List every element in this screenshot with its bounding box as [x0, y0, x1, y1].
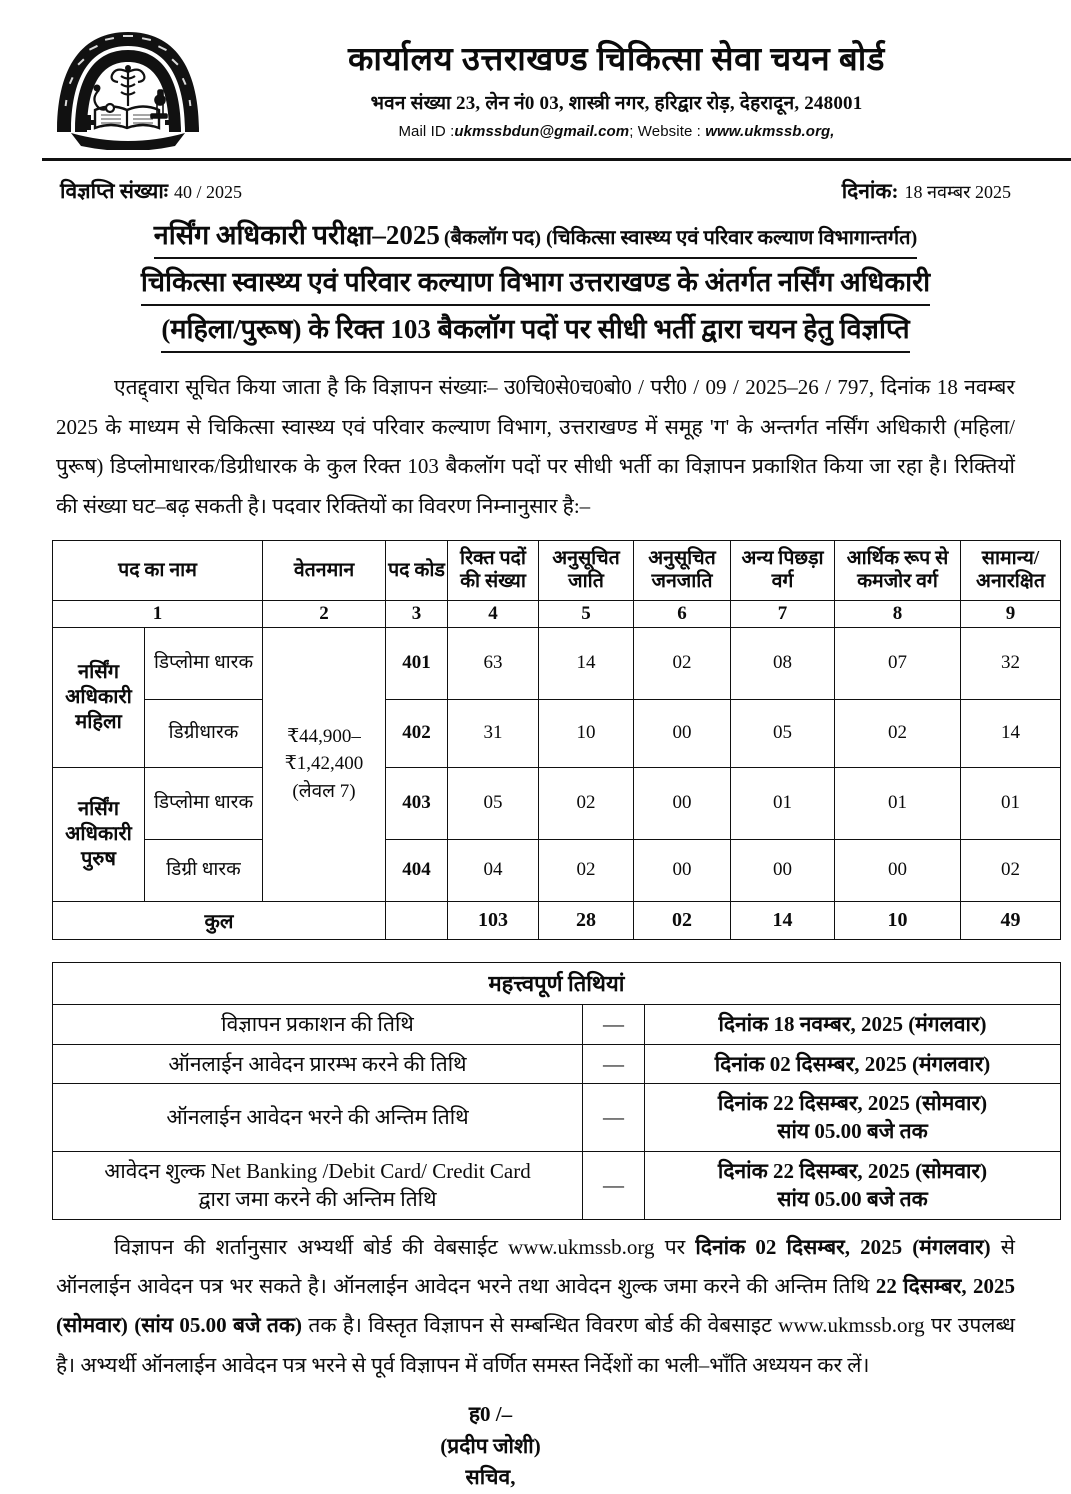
list-item	[53, 1044, 1061, 1083]
important-dates-table	[52, 962, 1061, 1220]
fee-label-prefix: आवेदन शुल्क	[104, 1158, 211, 1183]
organization-address: भवन संख्या 23, लेन नं0 03, शास्त्री नगर, हरिद्वार रोड़, देहरादून, 248001	[370, 93, 863, 115]
colnum-5: 5	[539, 600, 634, 627]
dates-caption-row	[53, 962, 1061, 1005]
website-link-2[interactable]: www.ukmssb.org	[778, 1313, 925, 1338]
post-code: 401	[386, 627, 448, 699]
signatory-designation: सचिव,	[465, 1465, 516, 1490]
date-dash: ––	[583, 1151, 645, 1219]
date-label: ऑनलाईन आवेदन प्रारम्भ करने की तिथि	[53, 1044, 583, 1083]
total-obc: 14	[731, 901, 835, 939]
th-pay-scale: वेतनमान	[263, 540, 386, 600]
vacancy-st: 00	[634, 699, 731, 767]
notice-date	[842, 177, 1011, 205]
closing-seg-3: से ऑनलाईन आवेदन पत्र भर सकते है। ऑनलाईन आवेदन भरने तथा आवेदन शुल्क जमा करने की अन्तिम तिथि	[56, 1234, 1015, 1298]
date-dash: ––	[583, 1005, 645, 1044]
meta-row	[22, 161, 1049, 205]
vacancy-obc: 00	[731, 839, 835, 901]
closing-paragraph	[22, 1220, 1049, 1386]
th-obc: अन्य पिछड़ा वर्ग	[731, 540, 835, 600]
vacancy-obc: 08	[731, 627, 835, 699]
post-code: 403	[386, 767, 448, 839]
table-row	[53, 839, 1061, 901]
date-label: विज्ञापन प्रकाशन की तिथि	[53, 1005, 583, 1044]
title-line-1	[154, 215, 918, 259]
date-dash: ––	[583, 1084, 645, 1152]
closing-start-date: दिनांक 02 दिसम्बर, 2025 (मंगलवार)	[695, 1234, 991, 1259]
list-item	[53, 1151, 1061, 1219]
title-line-3: (महिला/पुरूष) के रिक्त 103 बैकलॉग पदों पर सीधी भर्ती द्वारा चयन हेतु विज्ञप्ति	[161, 309, 909, 353]
date-dash: ––	[583, 1044, 645, 1083]
vacancy-st: 02	[634, 627, 731, 699]
date-label-line2: द्वारा जमा करने की अन्तिम तिथि	[198, 1187, 437, 1212]
vacancy-sc: 02	[539, 767, 634, 839]
total-label: कुल	[53, 901, 386, 939]
total-ews: 10	[835, 901, 961, 939]
pay-scale-value: ₹44,900– ₹1,42,400 (लेवल 7)	[263, 627, 386, 901]
list-item	[53, 1084, 1061, 1152]
exam-title: नर्सिंग अधिकारी परीक्षा–2025	[153, 220, 440, 250]
vacancy-obc: 01	[731, 767, 835, 839]
date-value: दिनांक 22 दिसम्बर, 2025 (सोमवार)	[717, 1091, 988, 1116]
colnum-9: 9	[961, 600, 1061, 627]
date-label: ऑनलाईन आवेदन भरने की अन्तिम तिथि	[53, 1084, 583, 1152]
vacancy-obc: 05	[731, 699, 835, 767]
vacancy-table-container	[22, 526, 1049, 940]
table-row	[53, 699, 1061, 767]
vacancy-st: 00	[634, 767, 731, 839]
logo-container	[44, 26, 212, 150]
website-link-1[interactable]: www.ukmssb.org	[508, 1234, 655, 1259]
colnum-7: 7	[731, 600, 835, 627]
date-value-block	[645, 1151, 1061, 1219]
th-post-name: पद का नाम	[53, 540, 263, 600]
mail-value[interactable]: ukmssbdun@gmail.com	[454, 123, 630, 141]
closing-seg-1: विज्ञापन की शर्तानुसार अभ्यर्थी बोर्ड की वेबसाईट	[114, 1234, 509, 1259]
sub-qualification: डिप्लोमा धारक	[145, 627, 263, 699]
vacancy-gen: 02	[961, 839, 1061, 901]
sub-qualification: डिप्लोमा धारक	[145, 767, 263, 839]
total-code-blank	[386, 901, 448, 939]
group-name-male: नर्सिंग अधिकारी पुरुष	[53, 767, 145, 901]
signed-marker: ह0 /–	[468, 1402, 513, 1427]
exam-title-sub: (बैकलॉग पद) (चिकित्सा स्वास्थ्य एवं परिवार कल्याण विभागान्तर्गत)	[443, 227, 918, 249]
vacancy-ews: 01	[835, 767, 961, 839]
vacancy-sc: 10	[539, 699, 634, 767]
vacancy-ews: 02	[835, 699, 961, 767]
sub-qualification: डिग्रीधारक	[145, 699, 263, 767]
th-general: सामान्य/ अनारक्षित	[961, 540, 1061, 600]
title-block	[22, 205, 1049, 353]
website-value[interactable]: www.ukmssb.org,	[705, 123, 835, 141]
document-header	[22, 0, 1049, 150]
th-post-code: पद कोड	[386, 540, 448, 600]
closing-seg-4: तक है। विस्तृत विज्ञापन से सम्बन्धित विवरण बोर्ड की वेबसाइट	[302, 1313, 779, 1338]
th-vacancy-count: रिक्त पदों की संख्या	[448, 540, 539, 600]
table-row	[53, 627, 1061, 699]
vacancy-gen: 01	[961, 767, 1061, 839]
title-line-2: चिकित्सा स्वास्थ्य एवं परिवार कल्याण विभाग उत्तराखण्ड के अंतर्गत नर्सिंग अधिकारी	[141, 262, 930, 306]
closing-last-date: 22 दिसम्बर, 2025 (सोमवार) (सांय 05.00 बजे तक)	[56, 1273, 1015, 1338]
total-st: 02	[634, 901, 731, 939]
post-code: 402	[386, 699, 448, 767]
vacancy-st: 00	[634, 839, 731, 901]
board-emblem-icon	[53, 28, 203, 150]
date-value-block	[645, 1084, 1061, 1152]
organization-contact	[212, 123, 1021, 140]
closing-seg-2: पर	[654, 1234, 696, 1259]
sub-qualification: डिग्री धारक	[145, 839, 263, 901]
colnum-1: 1	[53, 600, 263, 627]
vacancy-table	[52, 540, 1061, 940]
vacancy-total: 04	[448, 839, 539, 901]
date-value: दिनांक 18 नवम्बर, 2025 (मंगलवार)	[645, 1005, 1061, 1044]
colnum-2: 2	[263, 600, 386, 627]
header-text-block	[212, 26, 1041, 140]
table-total-row	[53, 901, 1061, 939]
total-vacancies: 103	[448, 901, 539, 939]
notice-date-label: दिनांक:	[841, 179, 899, 203]
date-value-time: सांय 05.00 बजे तक	[777, 1119, 928, 1144]
date-label-block	[53, 1151, 583, 1219]
vacancy-sc: 02	[539, 839, 634, 901]
intro-paragraph: एतद्द्वारा सूचित किया जाता है कि विज्ञापन संख्याः– उ0चि0से0च0बो0 / परी0 / 09 / 2025–26 / 797, दिनांक 18 नवम्बर 2025 के माध्यम से चिकित्सा स्वास्थ्य एवं परिवार कल्याण विभाग, उत्तराखण्ड में समूह 'ग' के अन्तर्गत नर्सिंग अधिकारी (महिला/पुरूष) डिप्लोमाधारक/डिग्रीधारक के कुल रिक्त 103 बैकलॉग पदों पर सीधी भर्ती का विज्ञापन प्रकाशित किया जा रहा है। रिक्तियों की संख्या घट–बढ़ सकती है। पदवार रिक्तियों का विवरण निम्नानुसार है:–	[56, 375, 1015, 518]
organization-title: कार्यालय उत्तराखण्ड चिकित्सा सेवा चयन बोर्ड	[348, 42, 885, 78]
vacancy-total: 31	[448, 699, 539, 767]
colnum-8: 8	[835, 600, 961, 627]
notice-number-label: विज्ञप्ति संख्याः	[60, 179, 169, 203]
vacancy-sc: 14	[539, 627, 634, 699]
th-sc: अनुसूचित जाति	[539, 540, 634, 600]
colnum-6: 6	[634, 600, 731, 627]
post-code: 404	[386, 839, 448, 901]
closing-seg-5: पर उपलब्ध है। अभ्यर्थी ऑनलाईन आवेदन पत्र भरने से पूर्व विज्ञापन में वर्णित समस्त निर्देशों का भली–भाँति अध्ययन कर लें।	[56, 1313, 1016, 1377]
vacancy-total: 05	[448, 767, 539, 839]
notice-number	[60, 177, 242, 205]
mail-label: Mail ID :	[398, 123, 455, 141]
vacancy-ews: 00	[835, 839, 961, 901]
table-column-number-row	[53, 600, 1061, 627]
date-value: दिनांक 22 दिसम्बर, 2025 (सोमवार)	[717, 1158, 988, 1183]
vacancy-gen: 32	[961, 627, 1061, 699]
list-item	[53, 1005, 1061, 1044]
date-value: दिनांक 02 दिसम्बर, 2025 (मंगलवार)	[645, 1044, 1061, 1083]
total-sc: 28	[539, 901, 634, 939]
vacancy-gen: 14	[961, 699, 1061, 767]
signatory-name: (प्रदीप जोशी)	[440, 1433, 541, 1458]
vacancy-total: 63	[448, 627, 539, 699]
date-label-line1	[59, 1157, 576, 1185]
dates-caption: महत्त्वपूर्ण तिथियां	[53, 962, 1061, 1005]
total-gen: 49	[961, 901, 1061, 939]
notice-number-value: 40 / 2025	[174, 182, 243, 202]
website-label: Website :	[637, 123, 701, 141]
date-value-time: सांय 05.00 बजे तक	[777, 1187, 928, 1212]
fee-payment-modes: Net Banking /Debit Card/ Credit Card	[210, 1158, 531, 1183]
group-name-female: नर्सिंग अधिकारी महिला	[53, 627, 145, 767]
notice-date-value: 18 नवम्बर 2025	[904, 182, 1011, 202]
colnum-4: 4	[448, 600, 539, 627]
th-ews: आर्थिक रूप से कमजोर वर्ग	[835, 540, 961, 600]
th-st: अनुसूचित जनजाति	[634, 540, 731, 600]
contact-separator: ;	[629, 123, 634, 141]
vacancy-ews: 07	[835, 627, 961, 699]
table-row	[53, 767, 1061, 839]
colnum-3: 3	[386, 600, 448, 627]
table-header-row	[53, 540, 1061, 600]
dates-table-container	[22, 940, 1049, 1220]
